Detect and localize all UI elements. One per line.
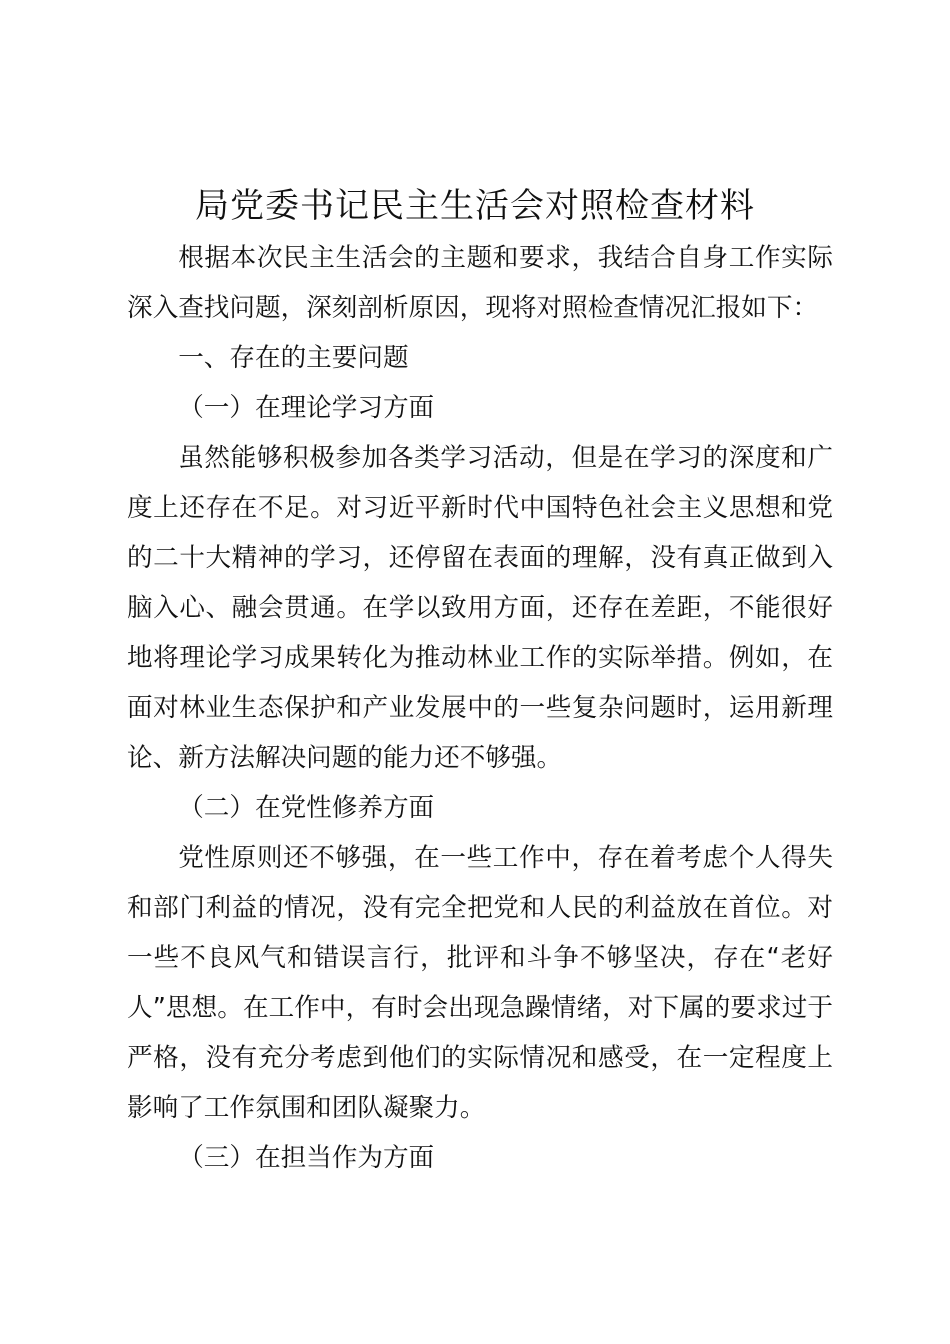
document-title: 局党委书记民主生活会对照检查材料	[195, 186, 755, 226]
subsection-heading-party-spirit: （二）在党性修养方面	[178, 793, 435, 823]
subsection-heading-responsibility: （三）在担当作为方面	[178, 1143, 435, 1173]
document-body	[127, 233, 833, 1183]
intro-paragraph: 根据本次民主生活会的主题和要求，我结合自身工作实际深入查找问题，深刻剖析原因，现将对照检查情况汇报如下：	[127, 243, 833, 323]
paragraph-theory-study: 虽然能够积极参加各类学习活动，但是在学习的深度和广度上还存在不足。对习近平新时代中国特色社会主义思想和党的二十大精神的学习，还停留在表面的理解，没有真正做到入脑入心、融会贯通。在学以致用方面，还存在差距，不能很好地将理论学习成果转化为推动林业工作的实际举措。例如，在面对林业生态保护和产业发展中的一些复杂问题时，运用新理论、新方法解决问题的能力还不够强。	[127, 443, 833, 773]
section-heading-problems: 一、存在的主要问题	[178, 343, 409, 373]
subsection-heading-theory-study: （一）在理论学习方面	[178, 393, 435, 423]
paragraph-party-spirit: 党性原则还不够强，在一些工作中，存在着考虑个人得失和部门利益的情况，没有完全把党和人民的利益放在首位。对一些不良风气和错误言行，批评和斗争不够坚决，存在“老好人”思想。在工作中，有时会出现急躁情绪，对下属的要求过于严格，没有充分考虑到他们的实际情况和感受，在一定程度上影响了工作氛围和团队凝聚力。	[127, 843, 833, 1123]
